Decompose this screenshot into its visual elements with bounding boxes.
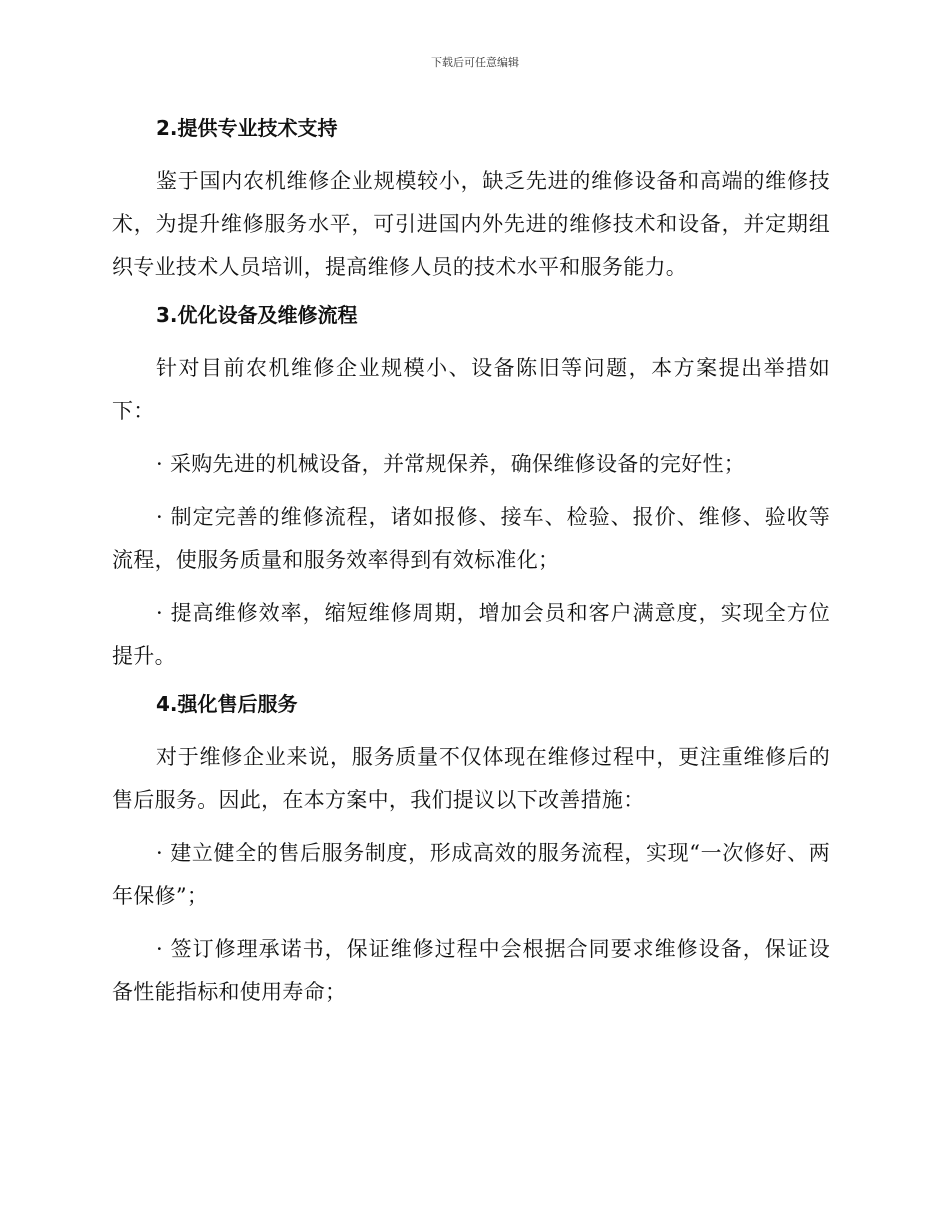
section-3 xyxy=(112,299,830,678)
bullet-item: · 建立健全的售后服务制度，形成高效的服务流程，实现“一次修好、两年保修”； xyxy=(112,841,830,908)
bullet-item: · 采购先进的机械设备，并常规保养，确保维修设备的完好性； xyxy=(156,452,746,476)
section-2 xyxy=(112,112,830,289)
paragraph: 针对目前农机维修企业规模小、设备陈旧等问题，本方案提出举措如下： xyxy=(112,356,830,423)
section-heading: 3.优化设备及维修流程 xyxy=(156,303,358,327)
section-4 xyxy=(112,688,830,1014)
bullet-item: · 制定完善的维修流程，诸如报修、接车、检验、报价、维修、验收等流程，使服务质量和服务效率得到有效标准化； xyxy=(112,505,830,572)
section-heading: 4.强化售后服务 xyxy=(156,692,298,716)
bullet-item: · 签订修理承诺书，保证维修过程中会根据合同要求维修设备，保证设备性能指标和使用寿命； xyxy=(112,937,830,1004)
paragraph: 对于维修企业来说，服务质量不仅体现在维修过程中，更注重维修后的售后服务。因此，在本方案中，我们提议以下改善措施： xyxy=(112,745,830,812)
header-note: 下载后可任意编辑 xyxy=(431,56,519,69)
bullet-item: · 提高维修效率，缩短维修周期，增加会员和客户满意度，实现全方位提升。 xyxy=(112,601,830,668)
document-body xyxy=(112,112,830,1024)
section-heading: 2.提供专业技术支持 xyxy=(156,116,338,140)
paragraph: 鉴于国内农机维修企业规模较小，缺乏先进的维修设备和高端的维修技术，为提升维修服务水平，可引进国内外先进的维修技术和设备，并定期组织专业技术人员培训，提高维修人员的技术水平和服务能力。 xyxy=(112,169,830,279)
